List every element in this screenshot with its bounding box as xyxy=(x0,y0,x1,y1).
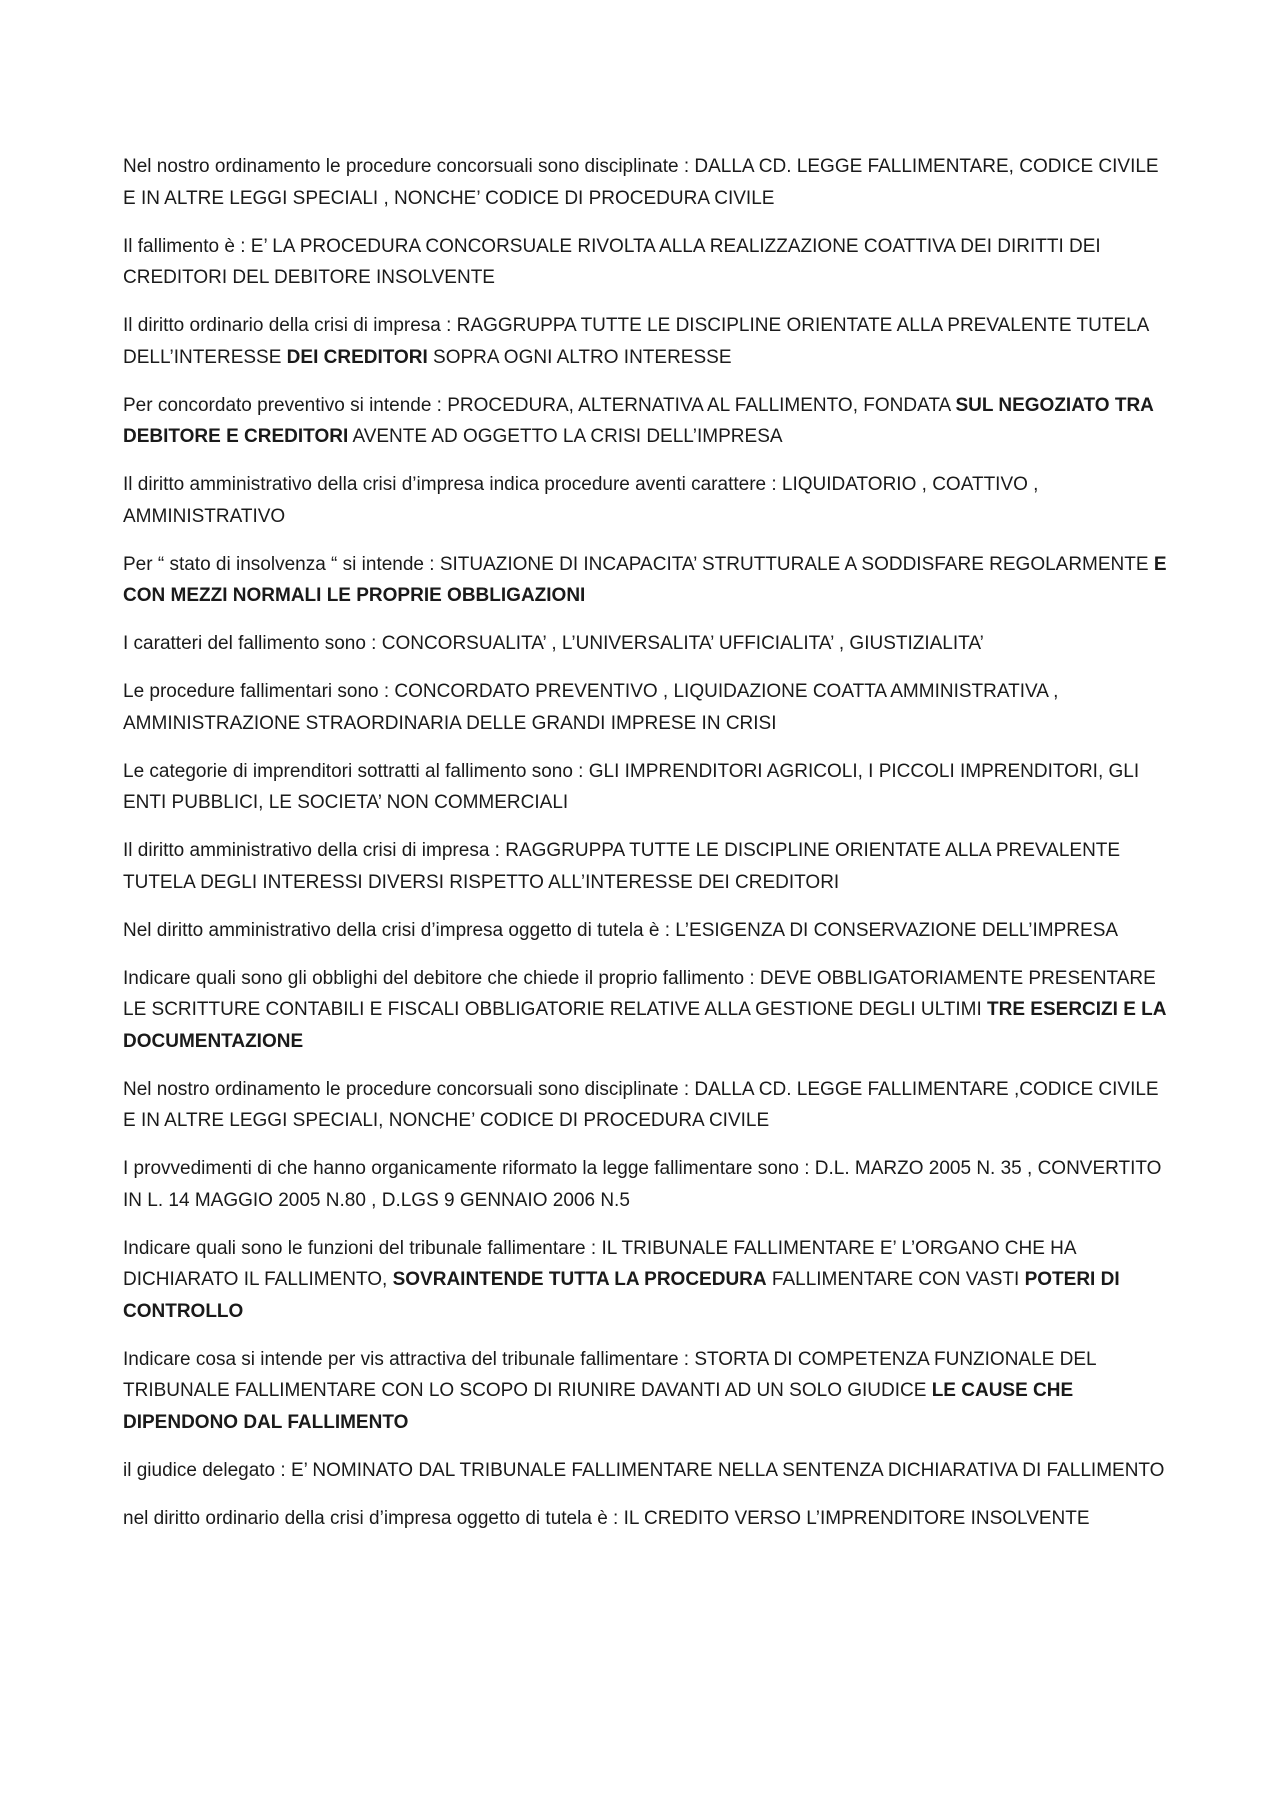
paragraph xyxy=(123,1503,1168,1535)
paragraph xyxy=(123,1153,1168,1216)
bold-text: E CON MEZZI NORMALI LE PROPRIE OBBLIGAZIONI xyxy=(123,553,1167,606)
paragraph xyxy=(123,151,1168,214)
paragraph xyxy=(123,390,1168,453)
paragraph xyxy=(123,628,1168,660)
text-run: Per “ stato di insolvenza “ si intende : SITUAZIONE DI INCAPACITA’ STRUTTURALE A SODDISFARE REGOLARMENTE xyxy=(123,553,1154,575)
text-run: Nel nostro ordinamento le procedure concorsuali sono disciplinate : DALLA CD. LEGGE FALLIMENTARE, CODICE CIVILE E IN ALTRE LEGGI SPECIALI , NONCHE’ CODICE DI PROCEDURA CIVILE xyxy=(123,156,1159,209)
paragraph xyxy=(123,231,1168,294)
paragraph xyxy=(123,1074,1168,1137)
bold-text: TRE ESERCIZI E LA DOCUMENTAZIONE xyxy=(123,999,1166,1052)
text-run: FALLIMENTARE CON VASTI xyxy=(766,1269,1025,1290)
text-run: Nel nostro ordinamento le procedure concorsuali sono disciplinate : DALLA CD. LEGGE FALLIMENTARE ,CODICE CIVILE E IN ALTRE LEGGI SPECIALI, NONCHE’ CODICE DI PROCEDURA CIVILE xyxy=(123,1078,1159,1131)
paragraph xyxy=(123,469,1168,532)
text-run: Nel diritto amministrativo della crisi d’impresa oggetto di tutela è : L’ESIGENZA DI CONSERVAZIONE DELL’IMPRESA xyxy=(123,919,1119,941)
text-run: Il diritto amministrativo della crisi d’impresa indica procedure aventi carattere : LIQUIDATORIO , COATTIVO , AMMINISTRATIVO xyxy=(123,474,1039,527)
bold-text: DEI CREDITORI xyxy=(286,346,428,368)
text-run: Per concordato preventivo si intende : PROCEDURA, ALTERNATIVA AL FALLIMENTO, FONDATA xyxy=(123,394,956,416)
bold-text: SOVRAINTENDE TUTTA LA PROCEDURA xyxy=(392,1269,767,1290)
paragraph xyxy=(123,1233,1168,1328)
text-run: il giudice delegato : E’ NOMINATO DAL TRIBUNALE FALLIMENTARE NELLA SENTENZA DICHIARATIVA DI FALLIMENTO xyxy=(123,1459,1165,1481)
bold-text: LE CAUSE CHE DIPENDONO DAL FALLIMENTO xyxy=(123,1380,1074,1433)
paragraph xyxy=(123,835,1168,898)
text-run: Il diritto ordinario della crisi di impresa : RAGGRUPPA TUTTE LE DISCIPLINE ORIENTATE ALLA PREVALENTE TUTELA DELL’INTERESSE xyxy=(123,315,1149,368)
paragraph xyxy=(123,549,1168,612)
text-run: Indicare quali sono le funzioni del tribunale fallimentare : IL TRIBUNALE FALLIMENTARE E’ L’ORGANO CHE HA DICHIARATO IL FALLIMENTO, xyxy=(123,1237,1076,1290)
text-run: nel diritto ordinario della crisi d’impresa oggetto di tutela è : IL CREDITO VERSO L’IMPRENDITORE INSOLVENTE xyxy=(123,1507,1090,1529)
text-run: Indicare quali sono gli obblighi del debitore che chiede il proprio fallimento : DEVE OBBLIGATORIAMENTE PRESENTARE LE SCRITTURE CONTABILI E FISCALI OBBLIGATORIE RELATIVE ALLA GESTIONE DEGLI ULTIMI xyxy=(123,967,1156,1020)
paragraph xyxy=(123,1455,1168,1487)
text-run: I provvedimenti di che hanno organicamente riformato la legge fallimentare sono : D.L. MARZO 2005 N. 35 , CONVERTITO IN L. 14 MAGGIO 2005 N.80 , D.LGS 9 GENNAIO 2006 N.5 xyxy=(123,1158,1162,1211)
text-run: Le procedure fallimentari sono : CONCORDATO PREVENTIVO , LIQUIDAZIONE COATTA AMMINISTRATIVA , AMMINISTRAZIONE STRAORDINARIA DELLE GRANDI IMPRESE IN CRISI xyxy=(123,681,1059,734)
bold-text: SUL NEGOZIATO TRA DEBITORE E CREDITORI xyxy=(123,394,1154,447)
paragraph xyxy=(123,915,1168,947)
text-run: Le categorie di imprenditori sottratti al fallimento sono : GLI IMPRENDITORI AGRICOLI, I PICCOLI IMPRENDITORI, GLI ENTI PUBBLICI, LE SOCIETA’ NON COMMERCIALI xyxy=(123,760,1140,813)
text-run: Il diritto amministrativo della crisi di impresa : RAGGRUPPA TUTTE LE DISCIPLINE ORIENTATE ALLA PREVALENTE TUTELA DEGLI INTERESSI DIVERSI RISPETTO ALL’INTERESSE DEI CREDITORI xyxy=(123,840,1121,893)
paragraph xyxy=(123,963,1168,1058)
text-run: SOPRA OGNI ALTRO INTERESSE xyxy=(427,346,732,368)
text-run: I caratteri del fallimento sono : CONCORSUALITA’ , L’UNIVERSALITA’ UFFICIALITA’ , GIUSTIZIALITA’ xyxy=(123,633,984,654)
paragraph xyxy=(123,1344,1168,1439)
document-body xyxy=(123,151,1168,1551)
text-run: AVENTE AD OGGETTO LA CRISI DELL’IMPRESA xyxy=(348,426,783,447)
text-run: Il fallimento è : E’ LA PROCEDURA CONCORSUALE RIVOLTA ALLA REALIZZAZIONE COATTIVA DEI DIRITTI DEI CREDITORI DEL DEBITORE INSOLVENTE xyxy=(123,235,1101,288)
bold-text: POTERI DI CONTROLLO xyxy=(123,1269,1120,1322)
paragraph xyxy=(123,676,1168,739)
paragraph xyxy=(123,756,1168,819)
paragraph xyxy=(123,310,1168,373)
text-run: Indicare cosa si intende per vis attractiva del tribunale fallimentare : STORTA DI COMPETENZA FUNZIONALE DEL TRIBUNALE FALLIMENTARE CON LO SCOPO DI RIUNIRE DAVANTI AD UN SOLO GIUDICE xyxy=(123,1348,1096,1401)
